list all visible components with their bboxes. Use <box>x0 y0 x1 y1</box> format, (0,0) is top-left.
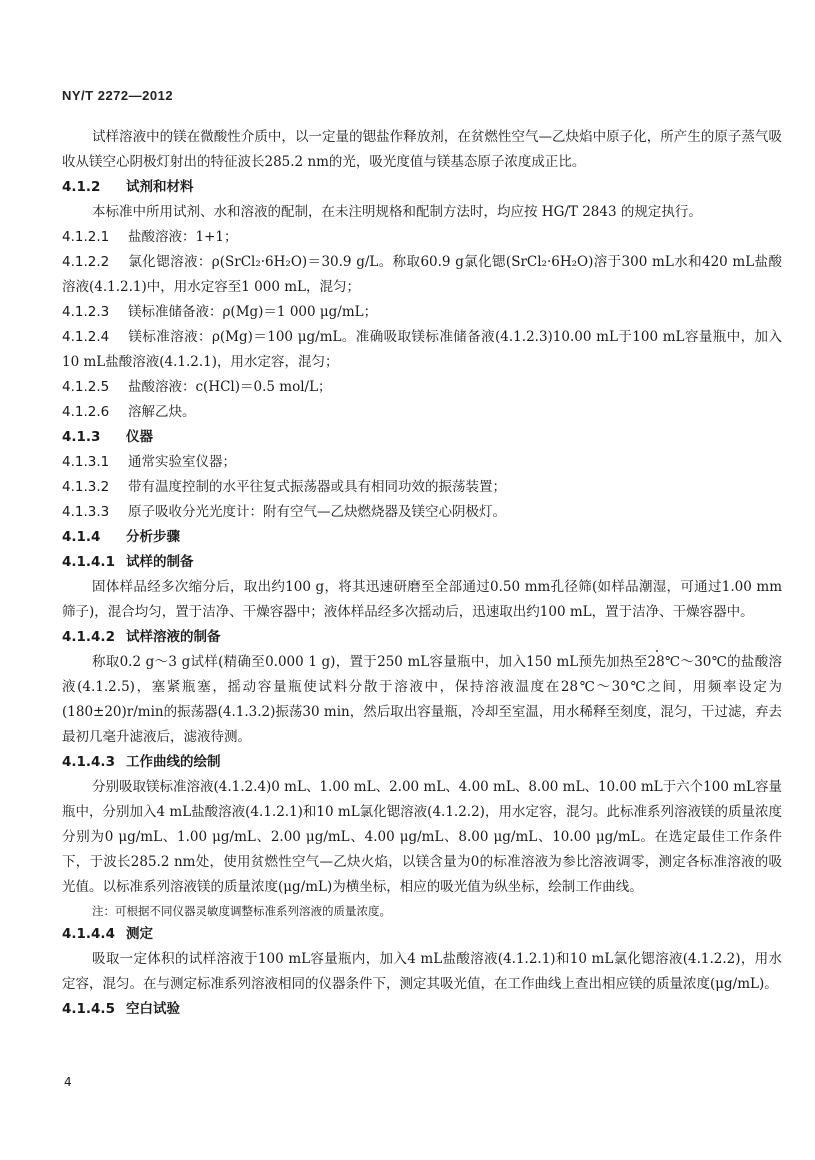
item-text: 盐酸溶液：c(HCl)＝0.5 mol/L； <box>128 379 332 395</box>
measurement-paragraph: 吸取一定体积的试样溶液于100 mL容量瓶内，加入4 mL盐酸溶液(4.1.2.1)和10 mL氯化锶溶液(4.1.2.2)，用水定容，混匀。在与测定标准系列溶液相同的仪器条件下，测定其吸光值，在工作曲线上查出相应镁的质量浓度(μg/mL)。 <box>62 951 782 992</box>
section-number: 4.1.2 <box>62 179 101 195</box>
item-4-1-2-1 <box>62 225 782 250</box>
item-4-1-3-2 <box>62 475 782 500</box>
section-number: 4.1.4.2 <box>62 629 115 645</box>
section-title: 空白试验 <box>126 1001 180 1017</box>
document-body <box>62 125 782 1022</box>
item-text: 盐酸溶液：1+1； <box>128 229 238 245</box>
item-number: 4.1.2.6 <box>62 404 110 420</box>
section-number: 4.1.4.3 <box>62 754 115 770</box>
reagents-paragraph: 本标准中所用试剂、水和溶液的配制，在未注明规格和配制方法时，均应按 HG/T 2843 的规定执行。 <box>92 204 702 220</box>
item-4-1-2-6 <box>62 400 782 425</box>
item-text: 带有温度控制的水平往复式振荡器或具有相同功效的振荡装置； <box>128 479 506 495</box>
item-number: 4.1.2.2 <box>62 254 110 270</box>
calibration-curve-paragraph: 分别吸取镁标准溶液(4.1.2.4)0 mL、1.00 mL、2.00 mL、4.00 mL、8.00 mL、10.00 mL于六个100 mL容量瓶中，分别加入4 mL盐酸溶液(4.1.2.1)和10 mL氯化锶溶液(4.1.2.2)，用水定容，混匀。此标准系列溶液镁的质量浓度分别为0 μg/mL、1.00 μg/mL、2.00 μg/mL、4.00 μg/mL、8.00 μg/mL、10.00 μg/mL。在选定最佳工作条件下，于波长285.2 nm处，使用贫燃性空气—乙炔火焰，以镁含量为0的标准溶液为参比溶液调零，测定各标准溶液的吸光值。以标准系列溶液镁的质量浓度(μg/mL)为横坐标，相应的吸光值为纵坐标，绘制工作曲线。 <box>62 779 782 895</box>
item-number: 4.1.3.1 <box>62 454 110 470</box>
section-heading-4-1-4-2 <box>62 625 782 650</box>
item-4-1-2-4 <box>62 325 782 375</box>
item-number: 4.1.2.3 <box>62 304 110 320</box>
section-heading-4-1-4-3 <box>62 750 782 775</box>
section-number: 4.1.4 <box>62 529 101 545</box>
section-title: 仪器 <box>126 429 153 445</box>
section-title: 分析步骤 <box>126 529 180 545</box>
item-text: 溶解乙炔。 <box>128 404 196 420</box>
item-4-1-2-3 <box>62 300 782 325</box>
section-title: 试样溶液的制备 <box>126 629 221 645</box>
item-text: 镁标准储备液：ρ(Mg)＝1 000 μg/mL； <box>128 304 378 320</box>
section-heading-4-1-4-4 <box>62 922 782 947</box>
item-4-1-2-5 <box>62 375 782 400</box>
item-number: 4.1.3.2 <box>62 479 110 495</box>
item-text: 镁标准溶液：ρ(Mg)＝100 μg/mL。准确吸取镁标准储备液(4.1.2.3)10.00 mL于100 mL容量瓶中，加入10 mL盐酸溶液(4.1.2.1)，用水定容，混匀； <box>62 329 782 370</box>
page-number: 4 <box>64 1075 72 1089</box>
item-4-1-3-3 <box>62 500 782 525</box>
section-heading-4-1-4 <box>62 525 782 550</box>
scan-speck <box>656 650 658 652</box>
item-text: 通常实验室仪器； <box>128 454 236 470</box>
item-4-1-2-2 <box>62 250 782 300</box>
section-heading-4-1-4-5 <box>62 997 782 1022</box>
section-heading-4-1-3 <box>62 425 782 450</box>
section-title: 工作曲线的绘制 <box>126 754 221 770</box>
item-number: 4.1.2.4 <box>62 329 110 345</box>
section-number: 4.1.4.5 <box>62 1001 115 1017</box>
item-4-1-3-1 <box>62 450 782 475</box>
sample-solution-paragraph: 称取0.2 g～3 g试样(精确至0.000 1 g)，置于250 mL容量瓶中，加入150 mL预先加热至28℃～30℃的盐酸溶液(4.1.2.5)，塞紧瓶塞，摇动容量瓶使试料分散于溶液中，保持溶液温度在28℃～30℃之间，用频率设定为(180±20)r/min的振荡器(4.1.3.2)振荡30 min，然后取出容量瓶，冷却至室温，用水稀释至刻度，混匀，干过滤，弃去最初几毫升滤液后，滤液待测。 <box>62 654 782 745</box>
section-title: 测定 <box>126 926 153 942</box>
note-text: 注：可根据不同仪器灵敏度调整标准系列溶液的质量浓度。 <box>92 904 391 918</box>
section-heading-4-1-4-1 <box>62 550 782 575</box>
item-text: 氯化锶溶液：ρ(SrCl₂·6H₂O)＝30.9 g/L。称取60.9 g氯化锶(SrCl₂·6H₂O)溶于300 mL水和420 mL盐酸溶液(4.1.2.1)中，用水定容至1 000 mL，混匀； <box>62 254 782 295</box>
principle-paragraph: 试样溶液中的镁在微酸性介质中，以一定量的锶盐作释放剂，在贫燃性空气—乙炔焰中原子化，所产生的原子蒸气吸收从镁空心阴极灯射出的特征波长285.2 nm的光，吸光度值与镁基态原子浓度成正比。 <box>62 129 782 170</box>
sample-preparation-paragraph: 固体样品经多次缩分后，取出约100 g，将其迅速研磨至全部通过0.50 mm孔径筛(如样品潮湿，可通过1.00 mm筛子)，混合均匀，置于洁净、干燥容器中；液体样品经多次摇动后，迅速取出约100 mL，置于洁净、干燥容器中。 <box>62 579 782 620</box>
item-text: 原子吸收分光光度计：附有空气—乙炔燃烧器及镁空心阴极灯。 <box>128 504 506 520</box>
item-number: 4.1.2.5 <box>62 379 110 395</box>
standard-code-header: NY/T 2272—2012 <box>62 88 174 103</box>
item-number: 4.1.2.1 <box>62 229 110 245</box>
section-title: 试剂和材料 <box>126 179 194 195</box>
section-number: 4.1.4.4 <box>62 926 115 942</box>
section-number: 4.1.4.1 <box>62 554 115 570</box>
section-heading-4-1-2 <box>62 175 782 200</box>
section-number: 4.1.3 <box>62 429 101 445</box>
section-title: 试样的制备 <box>126 554 194 570</box>
item-number: 4.1.3.3 <box>62 504 110 520</box>
